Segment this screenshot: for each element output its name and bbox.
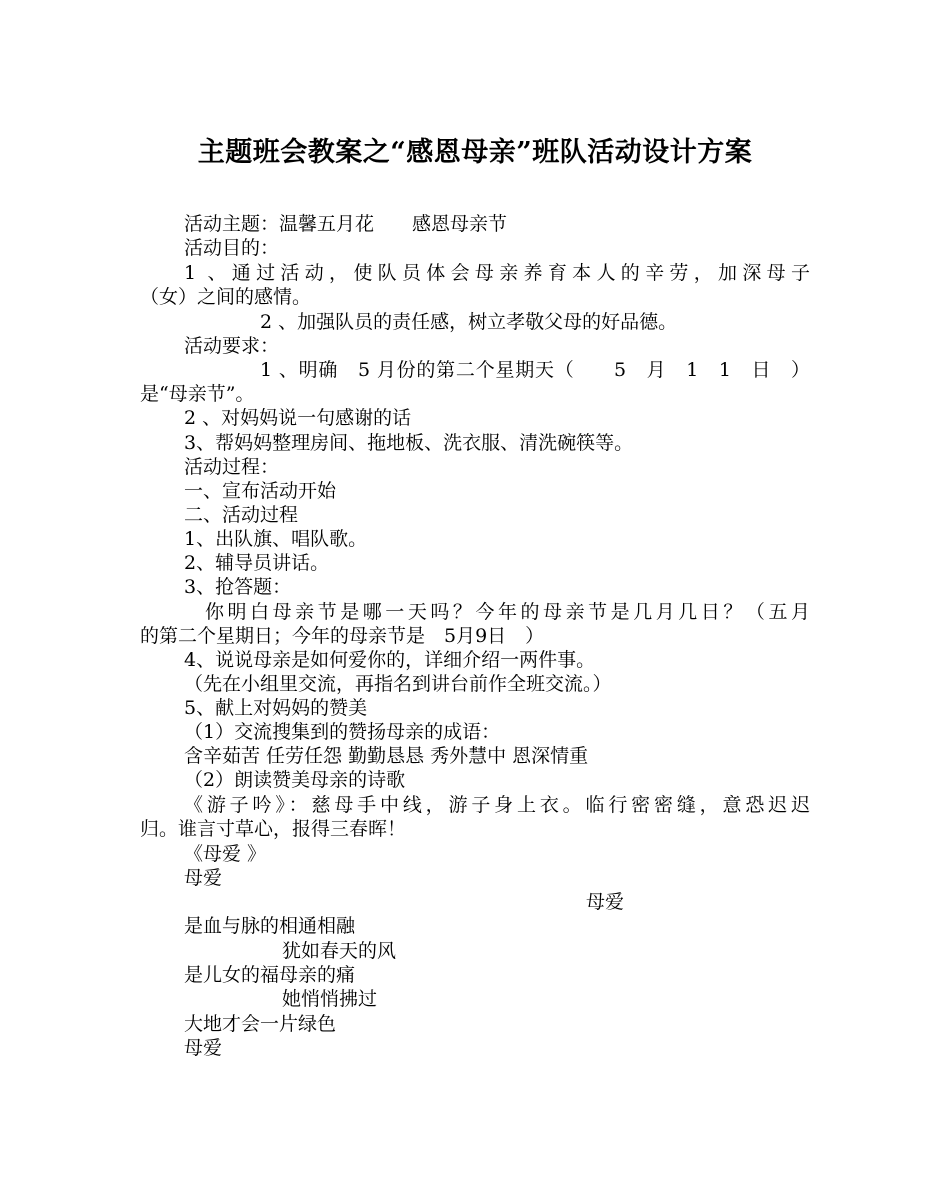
- text-line: 母爱: [184, 867, 223, 889]
- text-line: 活动要求：: [184, 335, 280, 357]
- text-line: 4、说说母亲是如何爱你的，详细介绍一两件事。: [184, 649, 596, 671]
- text-line: 1 、通过活动，使队员体会母亲养育本人的辛劳，加深母子: [184, 262, 810, 284]
- text-line: 《游子吟》：慈母手中线，游子身上衣。临行密密缝，意恐迟迟: [184, 794, 810, 816]
- text-line: 5、献上对妈妈的赞美: [184, 697, 368, 719]
- text-line: （2）朗读赞美母亲的诗歌: [184, 769, 406, 791]
- text-line: （1）交流搜集到的赞扬母亲的成语：: [184, 721, 501, 743]
- text-line: 犹如春天的风: [282, 940, 397, 962]
- text-line: 1、出队旗、唱队歌。: [184, 528, 368, 550]
- text-line: 大地才会一片绿色: [184, 1013, 337, 1035]
- text-line: 3、帮妈妈整理房间、拖地板、洗衣服、清洗碗筷等。: [184, 432, 634, 454]
- text-line: 活动主题：温馨五月花 感恩母亲节: [184, 213, 508, 235]
- text-line: 含辛茹苦 任劳任怨 勤勤恳恳 秀外慧中 恩深情重: [184, 745, 589, 767]
- text-line: （先在小组里交流，再指名到讲台前作全班交流。）: [184, 673, 612, 695]
- text-line: 是血与脉的相通相融: [184, 915, 356, 937]
- document-title: 主题班会教案之“感恩母亲”班队活动设计方案: [197, 137, 753, 168]
- text-line: 是“母亲节”。: [140, 383, 255, 405]
- text-line: 她悄悄拂过: [282, 988, 378, 1010]
- text-line: 母爱: [184, 1037, 223, 1059]
- text-line: 一、宣布活动开始: [184, 480, 337, 502]
- text-line: 《母爱 》: [184, 843, 267, 865]
- text-line: 母爱: [586, 891, 625, 913]
- text-line: 2 、对妈妈说一句感谢的话: [184, 407, 412, 429]
- text-line: 2、辅导员讲话。: [184, 552, 330, 574]
- text-line: （女）之间的感情。: [140, 286, 312, 308]
- text-line: 是儿女的福母亲的痛: [184, 964, 356, 986]
- text-line: 的第二个星期日；今年的母亲节是 5月9日 ）: [140, 625, 545, 647]
- text-line: 3、抢答题：: [184, 576, 292, 598]
- text-line: 活动过程：: [184, 456, 280, 478]
- text-line: 归。谁言寸草心，报得三春晖！: [140, 818, 407, 840]
- text-line: 二、活动过程: [184, 504, 299, 526]
- text-line: 1 、明确 5 月份的第二个星期天（ 5 月 1 1 日 ）: [260, 359, 810, 381]
- text-line: 2 、加强队员的责任感，树立孝敬父母的好品德。: [260, 311, 678, 333]
- text-line: 活动目的：: [184, 237, 280, 259]
- text-line: 你明白母亲节是哪一天吗？今年的母亲节是几月几日？（五月: [205, 601, 810, 623]
